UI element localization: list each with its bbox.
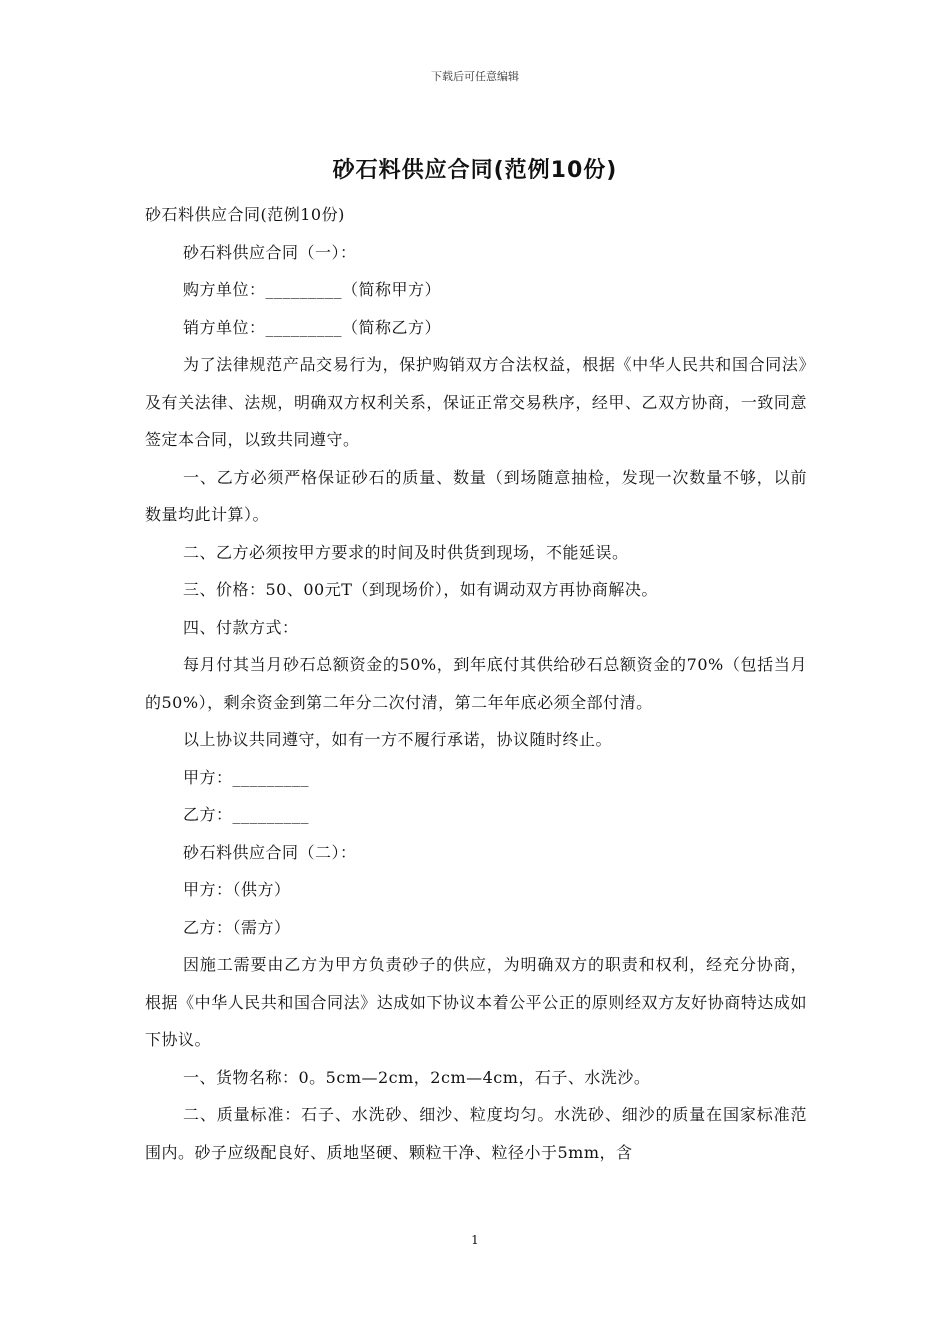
paragraph: 砂石料供应合同（二）： <box>183 842 357 862</box>
paragraph: 甲方：（供方） <box>183 880 291 899</box>
paragraph: 销方单位：_________（简称乙方） <box>183 317 442 337</box>
paragraph: 二、质量标准：石子、水洗砂、细沙、粒度均匀。水洗砂、细沙的质量在国家标准范围内。砂子应级配良好、质地坚硬、颗粒干净、粒径小于5mm，含 <box>145 1105 807 1162</box>
paragraph: 以上协议共同遵守，如有一方不履行承诺，协议随时终止。 <box>183 730 613 749</box>
paragraph: 三、价格：50、00元T（到现场价），如有调动双方再协商解决。 <box>183 580 658 599</box>
document-body <box>145 196 807 1171</box>
paragraph: 购方单位：_________（简称甲方） <box>183 280 442 299</box>
paragraph: 四、付款方式： <box>183 617 299 637</box>
paragraph: 一、货物名称：0。5cm—2cm，2cm—4cm，石子、水洗沙。 <box>183 1067 651 1087</box>
paragraph: 一、乙方必须严格保证砂石的质量、数量（到场随意抽检，发现一次数量不够，以前数量均此计算）。 <box>145 467 807 524</box>
paragraph: 砂石料供应合同(范例10份) <box>145 205 345 224</box>
paragraph: 甲方：_________ <box>183 767 310 787</box>
paragraph: 因施工需要由乙方为甲方负责砂子的供应，为明确双方的职责和权利，经充分协商，根据《中华人民共和国合同法》达成如下协议本着公平公正的原则经双方友好协商特达成如下协议。 <box>145 955 807 1049</box>
paragraph: 乙方：（需方） <box>183 917 291 937</box>
paragraph: 为了法律规范产品交易行为，保护购销双方合法权益，根据《中华人民共和国合同法》及有关法律、法规，明确双方权利关系，保证正常交易秩序，经甲、乙双方协商，一致同意签定本合同，以致共同遵守。 <box>145 355 807 449</box>
page-number: 1 <box>471 1233 479 1247</box>
paragraph: 砂石料供应合同（一）： <box>183 242 357 262</box>
document-title: 砂石料供应合同(范例10份) <box>332 158 618 183</box>
paragraph: 每月付其当月砂石总额资金的50%，到年底付其供给砂石总额资金的70%（包括当月的50%），剩余资金到第二年分二次付清，第二年年底必须全部付清。 <box>145 655 807 712</box>
paragraph: 乙方：_________ <box>183 805 310 824</box>
page-header: 下载后可任意编辑 <box>431 70 519 83</box>
paragraph: 二、乙方必须按甲方要求的时间及时供货到现场，不能延误。 <box>183 542 629 562</box>
